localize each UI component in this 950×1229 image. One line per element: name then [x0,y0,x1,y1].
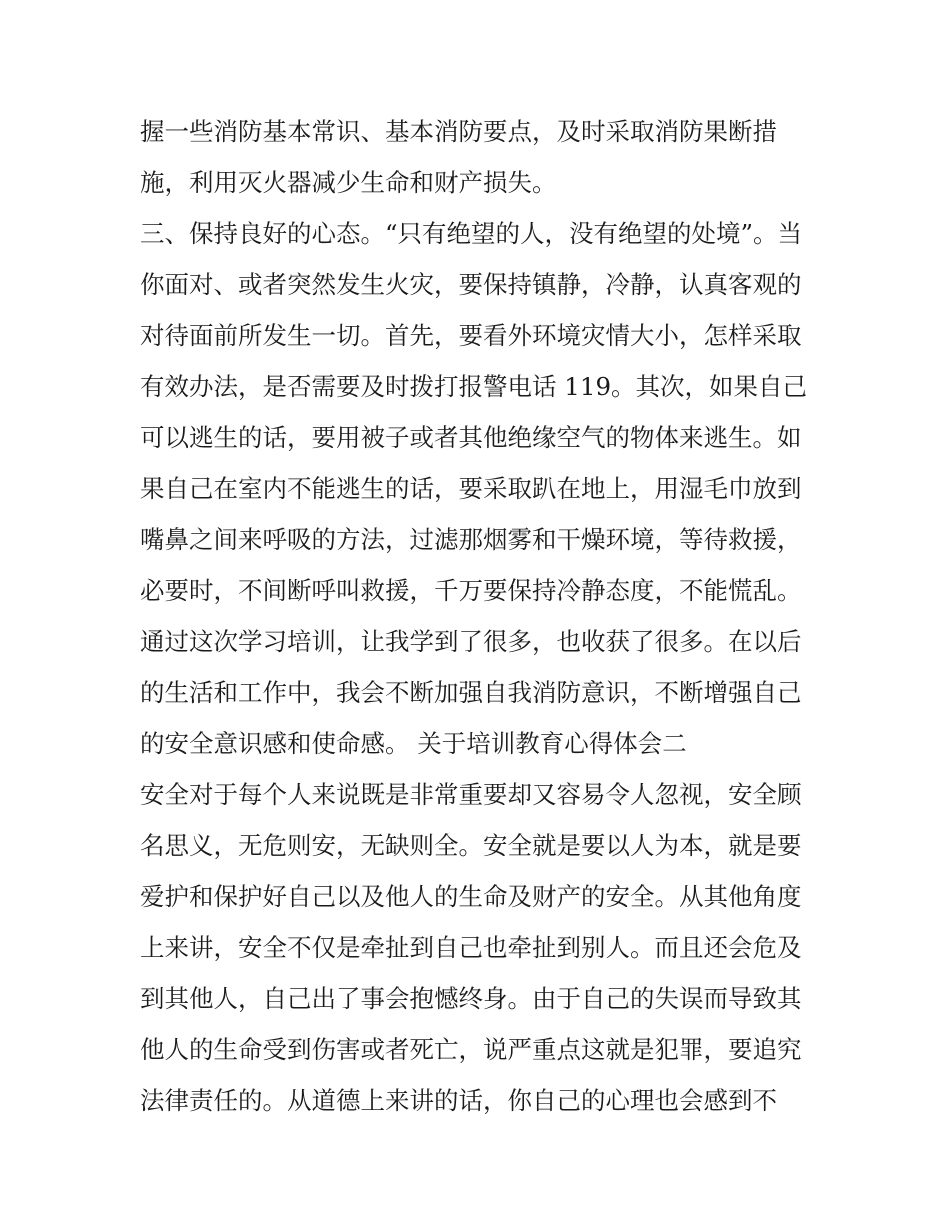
text-line: 通过这次学习培训，让我学到了很多，也收获了很多。在以后 [140,627,802,656]
text-line: 法律责任的。从道德上来讲的话，你自己的心理也会感到不 [140,1086,777,1115]
text-line: 三、保持良好的心态。“只有绝望的人，没有绝望的处境”。当 [140,219,803,248]
text-line: 可以逃生的话，要用被子或者其他绝缘空气的物体来逃生。如 [140,423,802,452]
text-line: 安全对于每个人来说既是非常重要却又容易令人忽视，安全顾 [140,780,802,809]
text-line: 的生活和工作中，我会不断加强自我消防意识，不断增强自己 [140,678,802,707]
text-line: 上来讲，安全不仅是牵扯到自己也牵扯到别人。而且还会危及 [140,933,802,962]
text-line: 他人的生命受到伤害或者死亡，说严重点这就是犯罪，要追究 [140,1035,802,1064]
text-line: 有效办法，是否需要及时拨打报警电话 119。其次，如果自己 [140,372,808,401]
text-line: 果自己在室内不能逃生的话，要采取趴在地上，用湿毛巾放到 [140,474,802,503]
document-body [140,106,820,1126]
text-line: 必要时，不间断呼叫救援，千万要保持冷静态度，不能慌乱。 [140,576,802,605]
text-line: 对待面前所发生一切。首先，要看外环境灾情大小，怎样采取 [140,321,802,350]
text-line: 的安全意识感和使命感。 关于培训教育心得体会二 [140,729,687,758]
text-line: 握一些消防基本常识、基本消防要点，及时采取消防果断措 [140,117,777,146]
text-line: 爱护和保护好自己以及他人的生命及财产的安全。从其他角度 [140,882,802,911]
text-line: 到其他人，自己出了事会抱憾终身。由于自己的失误而导致其 [140,984,802,1013]
text-line: 你面对、或者突然发生火灾，要保持镇静，冷静，认真客观的 [140,270,802,299]
text-line: 嘴鼻之间来呼吸的方法，过滤那烟雾和干燥环境，等待救援， [140,525,802,554]
text-line: 名思义，无危则安，无缺则全。安全就是要以人为本，就是要 [140,831,802,860]
text-line: 施，利用灭火器减少生命和财产损失。 [140,168,557,197]
